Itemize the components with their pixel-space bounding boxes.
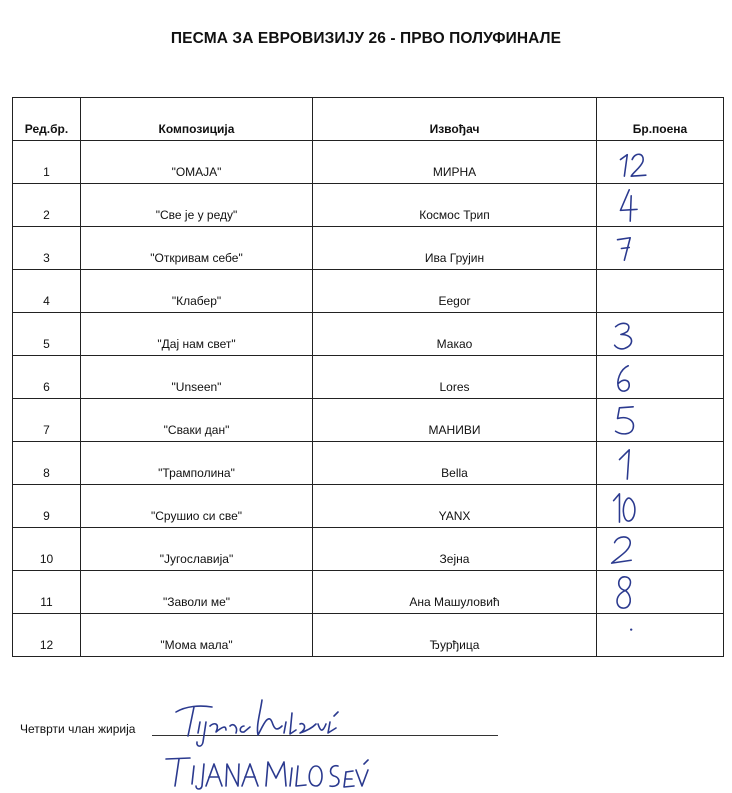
row-points: [597, 571, 724, 614]
row-points: [597, 399, 724, 442]
row-number: 4: [13, 270, 81, 313]
row-song: "Откривам себе": [81, 227, 313, 270]
table-row: [13, 399, 724, 442]
table-row: [13, 442, 724, 485]
points-table: [12, 97, 724, 657]
row-number: 2: [13, 184, 81, 227]
row-number: 1: [13, 141, 81, 184]
handwritten-dot: [597, 614, 723, 656]
row-song: "Клабер": [81, 270, 313, 313]
jury-member-label: Четврти члан жирија: [20, 722, 136, 736]
table-row: [13, 313, 724, 356]
row-number: 5: [13, 313, 81, 356]
row-points: [597, 356, 724, 399]
row-song: "Unseen": [81, 356, 313, 399]
row-artist: Lores: [313, 356, 597, 399]
row-number: 9: [13, 485, 81, 528]
table-header-row: [13, 98, 724, 141]
row-song: "ОМАЈА": [81, 141, 313, 184]
row-song: "Срушио си све": [81, 485, 313, 528]
table-row: [13, 485, 724, 528]
handwritten-points-5: [597, 399, 723, 441]
handwritten-points-4: [597, 184, 723, 226]
table-row: [13, 141, 724, 184]
row-artist: МАНИВИ: [313, 399, 597, 442]
row-artist: Зејна: [313, 528, 597, 571]
row-number: 6: [13, 356, 81, 399]
row-points: [597, 313, 724, 356]
row-number: 7: [13, 399, 81, 442]
row-number: 8: [13, 442, 81, 485]
table-row: [13, 227, 724, 270]
handwritten-points-1: [597, 442, 723, 484]
header-artist: Извођач: [313, 98, 597, 141]
row-number: 11: [13, 571, 81, 614]
handwritten-points-2: [597, 528, 723, 570]
row-artist: МИРНА: [313, 141, 597, 184]
handwritten-points-6: [597, 356, 723, 398]
page-title: ПЕСМА ЗА ЕВРОВИЗИЈУ 26 - ПРВО ПОЛУФИНАЛЕ: [170, 30, 562, 47]
handwritten-points-8: [597, 571, 723, 613]
row-song: "Сваки дан": [81, 399, 313, 442]
row-points: [597, 485, 724, 528]
handwritten-points-10: [597, 485, 723, 527]
row-artist: Ива Грујин: [313, 227, 597, 270]
row-points: [597, 270, 724, 313]
row-points: [597, 184, 724, 227]
row-song: "Дај нам свет": [81, 313, 313, 356]
row-number: 3: [13, 227, 81, 270]
row-artist: YANX: [313, 485, 597, 528]
handwritten-points-7: [597, 227, 723, 269]
header-points: Бр.поена: [597, 98, 724, 141]
row-points: [597, 442, 724, 485]
table-row: [13, 356, 724, 399]
row-song: "Све је у реду": [81, 184, 313, 227]
handwritten-points-12: [597, 141, 723, 183]
table-row: [13, 184, 724, 227]
table-row: [13, 270, 724, 313]
handwritten-points-3: [597, 313, 723, 355]
row-artist: Ђурђица: [313, 614, 597, 657]
row-song: "Мома мала": [81, 614, 313, 657]
row-points: [597, 614, 724, 657]
table-row: [13, 614, 724, 657]
row-points: [597, 141, 724, 184]
row-number: 12: [13, 614, 81, 657]
row-number: 10: [13, 528, 81, 571]
row-song: "Југославија": [81, 528, 313, 571]
header-song: Композиција: [81, 98, 313, 141]
signature-line: [152, 735, 498, 736]
row-points: [597, 227, 724, 270]
table-row: [13, 571, 724, 614]
row-artist: Космос Трип: [313, 184, 597, 227]
row-artist: Ана Машуловић: [313, 571, 597, 614]
header-number: Ред.бр.: [13, 98, 81, 141]
row-artist: Bella: [313, 442, 597, 485]
row-artist: Макао: [313, 313, 597, 356]
row-song: "Трамполина": [81, 442, 313, 485]
row-artist: Eegor: [313, 270, 597, 313]
row-song: "Заволи ме": [81, 571, 313, 614]
row-points: [597, 528, 724, 571]
table-row: [13, 528, 724, 571]
